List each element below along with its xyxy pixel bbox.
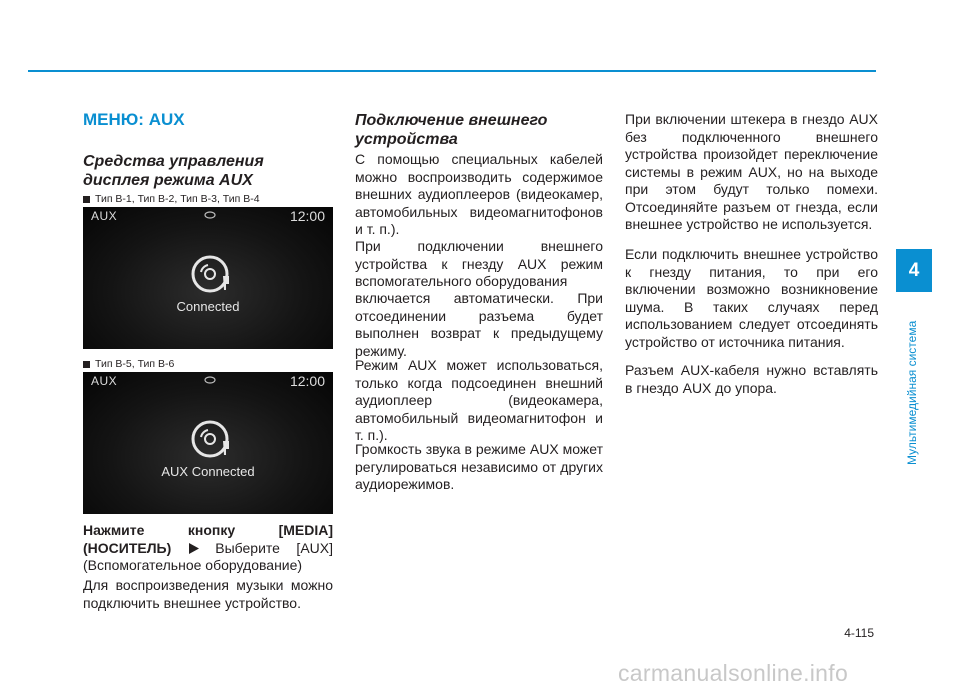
select-aux-instruction: Выберите [AUX] (Вспомогательное оборудование) [83, 539, 333, 573]
left-paragraph-2: Для воспроизведения музыки можно подключить внешнее устройство. [83, 577, 333, 611]
aux-disc-icon [190, 252, 234, 296]
middle-paragraph-2: При подключении внешнего устройства к гнезду AUX режим вспомогательного оборудования [355, 238, 603, 289]
middle-paragraph-3: включается автоматически. При отсоединении разъема будет выполнен возврат к предыдущему режиму. [355, 290, 603, 359]
top-rule [28, 70, 876, 72]
right-paragraph-2: Если подключить внешнее устройство к гнезду питания, то при его включении возможно возникновение шума. В таких случаях перед использованием следует отсоединять устройство от источника питания. [625, 246, 878, 350]
type-label-2 [83, 358, 174, 370]
screen-mode-label: AUX [91, 209, 118, 223]
page-number: 4-115 [844, 626, 874, 640]
aux-status-icon [204, 211, 216, 219]
section-title: МЕНЮ: AUX [83, 110, 185, 129]
screen-clock: 12:00 [289, 373, 325, 389]
aux-status-icon [204, 376, 216, 384]
middle-paragraph-5: Громкость звука в режиме AUX может регулироваться независимо от других аудиорежимов. [355, 441, 603, 492]
aux-screen-2 [83, 372, 333, 514]
middle-subtitle: Подключение внешнего устройства [355, 112, 548, 148]
type-label-1-text: Тип В-1, Тип В-2, Тип В-3, Тип В-4 [95, 193, 260, 205]
chapter-label [905, 300, 921, 465]
screen-clock: 12:00 [289, 208, 325, 224]
triangle-right-icon [188, 543, 199, 554]
chapter-label-text: Мультимедийная система [905, 320, 919, 465]
middle-paragraph-4: Режим AUX может использоваться, только когда подсоединен внешний аудиоплеер (видеокамера, автомобильный видеомагнитофон и т. п.). [355, 357, 603, 443]
chapter-tab: 4 [896, 249, 932, 292]
bullet-square-icon [83, 196, 90, 203]
left-subtitle: Средства управления дисплея режима AUX [83, 153, 264, 189]
aux-disc-icon [190, 417, 234, 461]
left-paragraph-1 [83, 522, 333, 575]
screen-caption: AUX Connected [161, 464, 255, 479]
aux-screen-1 [83, 207, 333, 349]
media-button-instruction: Нажмите кнопку [MEDIA] (НОСИТЕЛЬ) [83, 522, 333, 556]
middle-paragraph-1: С помощью специальных кабелей можно воспроизводить содержимое внешних аудиоплееров (видеокамер, автомобильных видеомагнитофонов и т. п.). [355, 151, 603, 237]
screen-mode-label: AUX [91, 374, 118, 388]
right-paragraph-1: При включении штекера в гнездо AUX без подключенного внешнего устройства произойдет переключение системы в режим AUX, но на выходе при этом будут только помехи. Отсоединяйте разъем от гнезда, если внешнее устройство не используется. [625, 111, 878, 232]
screen-caption: Connected [176, 299, 240, 314]
watermark: carmanualsonline.info [618, 660, 849, 686]
right-paragraph-3: Разъем AUX-кабеля нужно вставлять в гнездо AUX до упора. [625, 362, 878, 396]
type-label-2-text: Тип В-5, Тип В-6 [95, 358, 175, 370]
type-label-1 [83, 193, 260, 205]
bullet-square-icon [83, 361, 90, 368]
